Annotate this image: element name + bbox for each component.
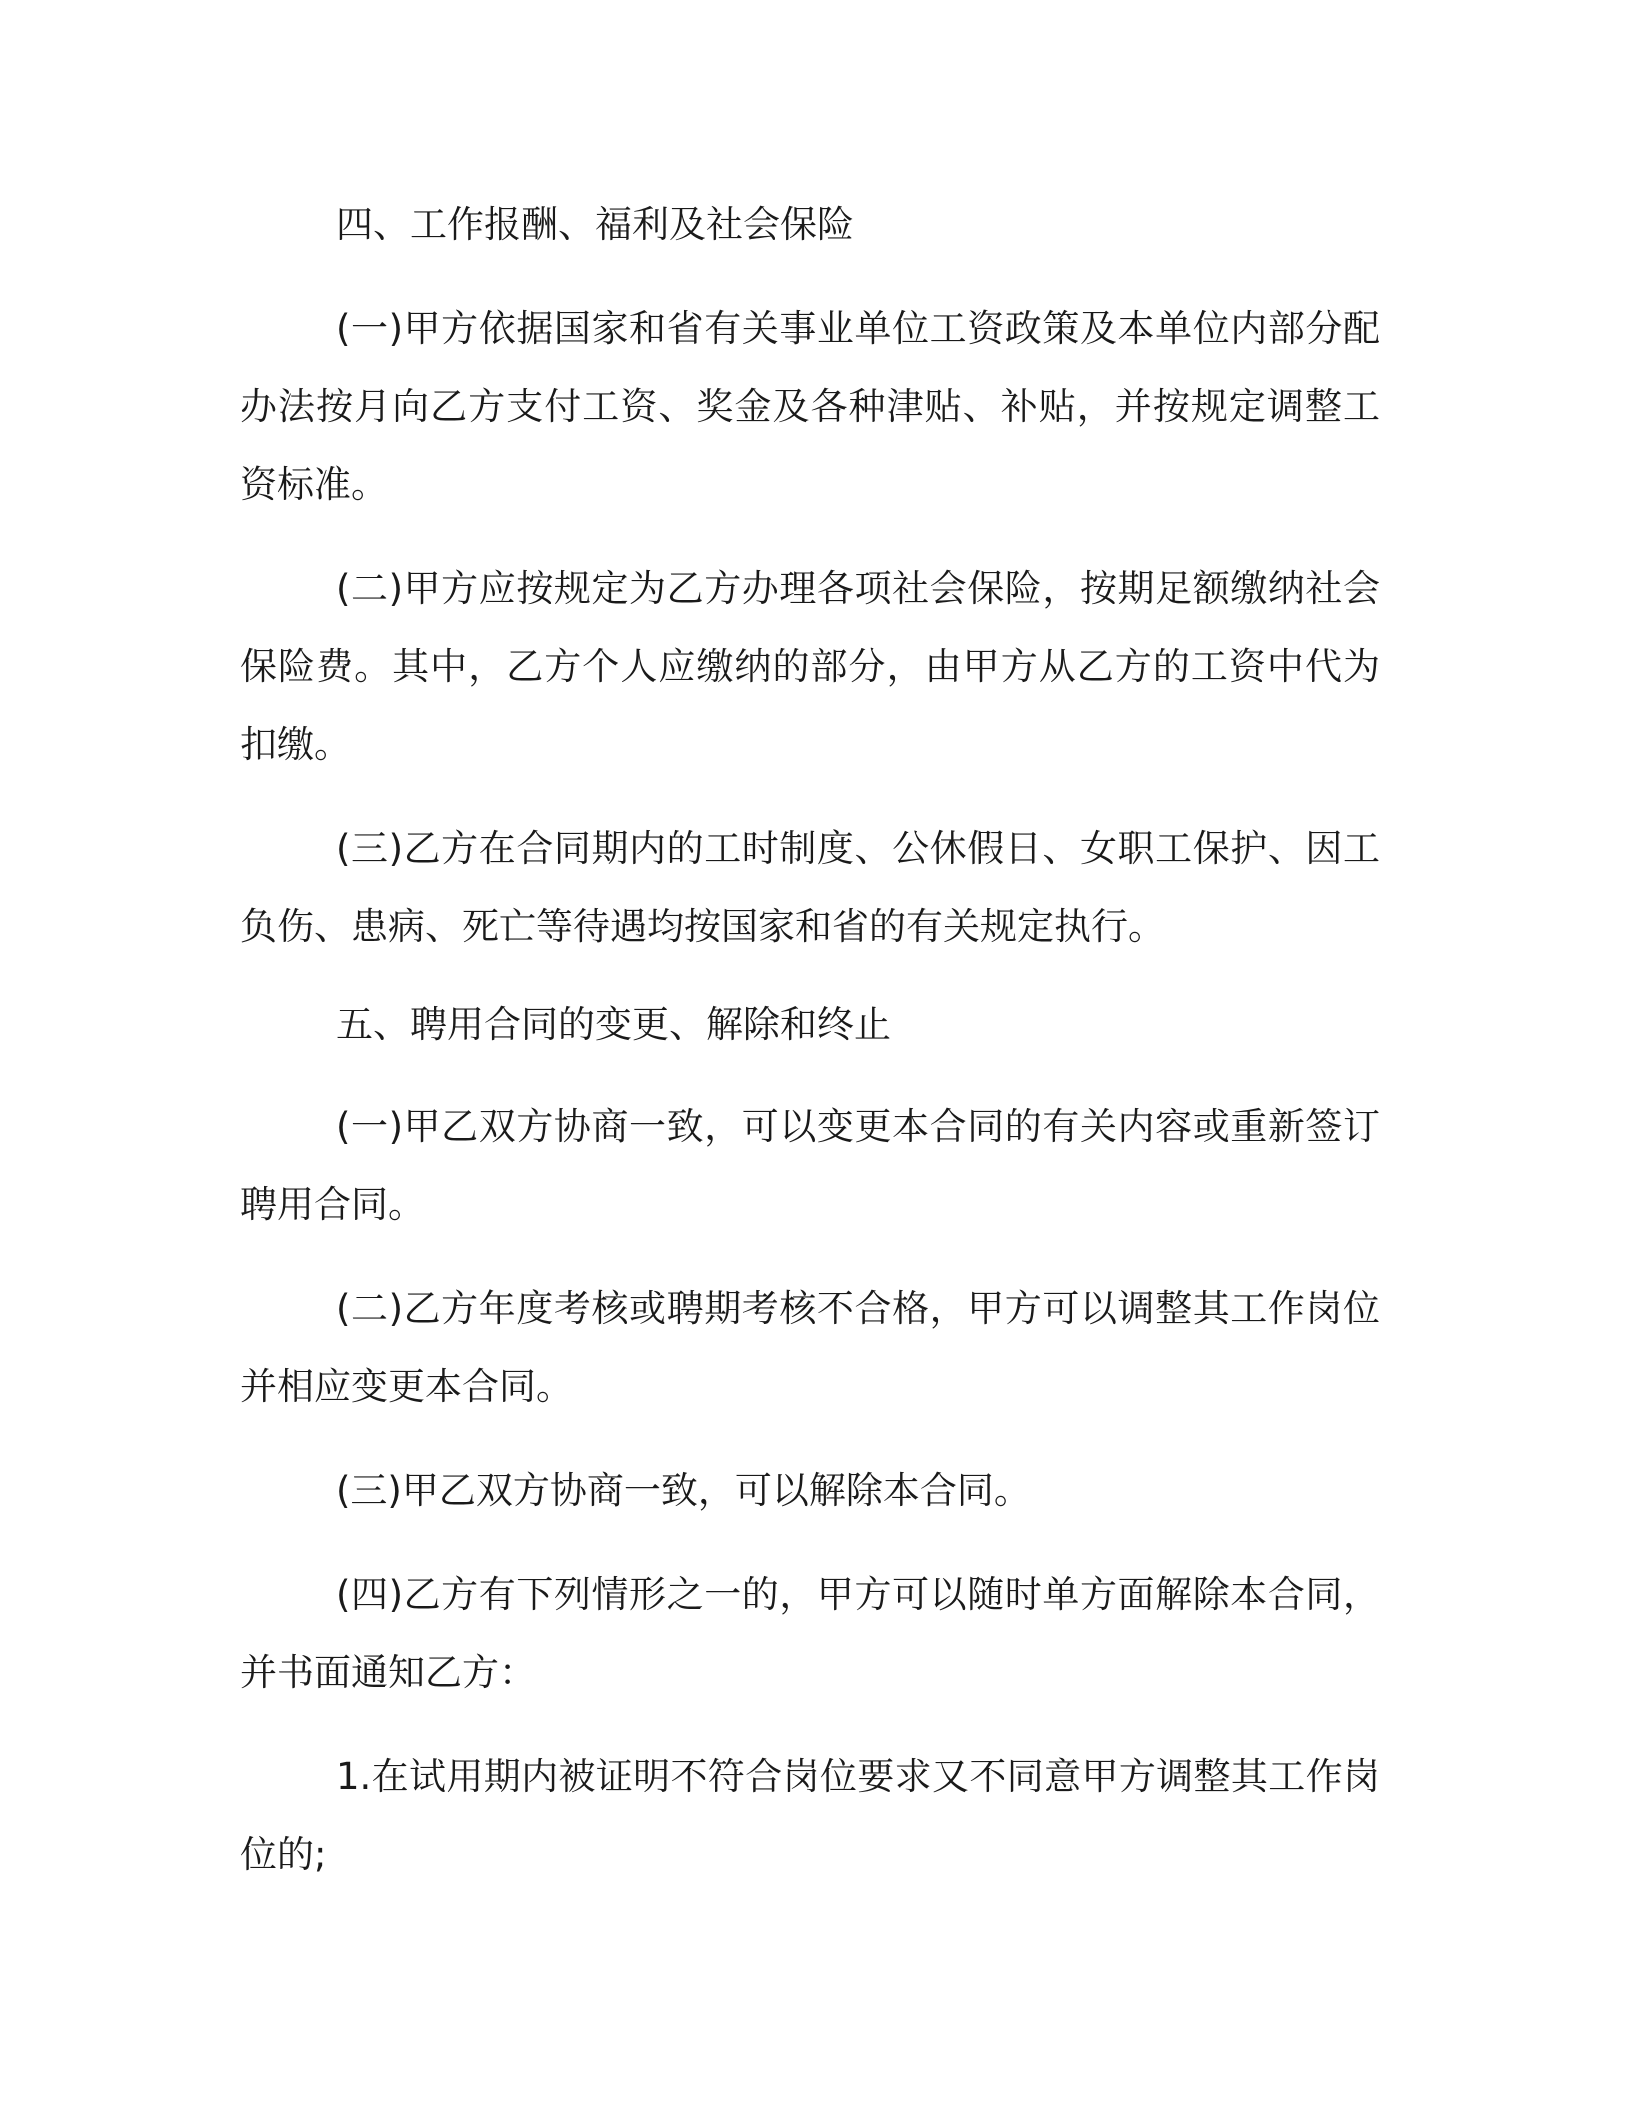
document-body <box>240 186 1380 1894</box>
section-heading-4: 四、工作报酬、福利及社会保险 <box>336 203 854 246</box>
clause-5-3: (三)甲乙双方协商一致，可以解除本合同。 <box>336 1469 1031 1512</box>
clause-5-4-item-1: 1.在试用期内被证明不符合岗位要求又不同意甲方调整其工作岗位的; <box>240 1755 1380 1876</box>
clause-5-2: (二)乙方年度考核或聘期考核不合格，甲方可以调整其工作岗位并相应变更本合同。 <box>240 1287 1380 1408</box>
clause-4-3: (三)乙方在合同期内的工时制度、公休假日、女职工保护、因工负伤、患病、死亡等待遇均按国家和省的有关规定执行。 <box>240 827 1380 948</box>
clause-4-1: (一)甲方依据国家和省有关事业单位工资政策及本单位内部分配办法按月向乙方支付工资、奖金及各种津贴、补贴，并按规定调整工资标准。 <box>240 307 1380 506</box>
clause-5-1: (一)甲乙双方协商一致，可以变更本合同的有关内容或重新签订聘用合同。 <box>240 1105 1380 1226</box>
clause-5-4: (四)乙方有下列情形之一的，甲方可以随时单方面解除本合同，并书面通知乙方： <box>240 1573 1380 1694</box>
clause-4-2: (二)甲方应按规定为乙方办理各项社会保险，按期足额缴纳社会保险费。其中，乙方个人应缴纳的部分，由甲方从乙方的工资中代为扣缴。 <box>240 567 1380 766</box>
section-heading-5: 五、聘用合同的变更、解除和终止 <box>336 1003 891 1046</box>
